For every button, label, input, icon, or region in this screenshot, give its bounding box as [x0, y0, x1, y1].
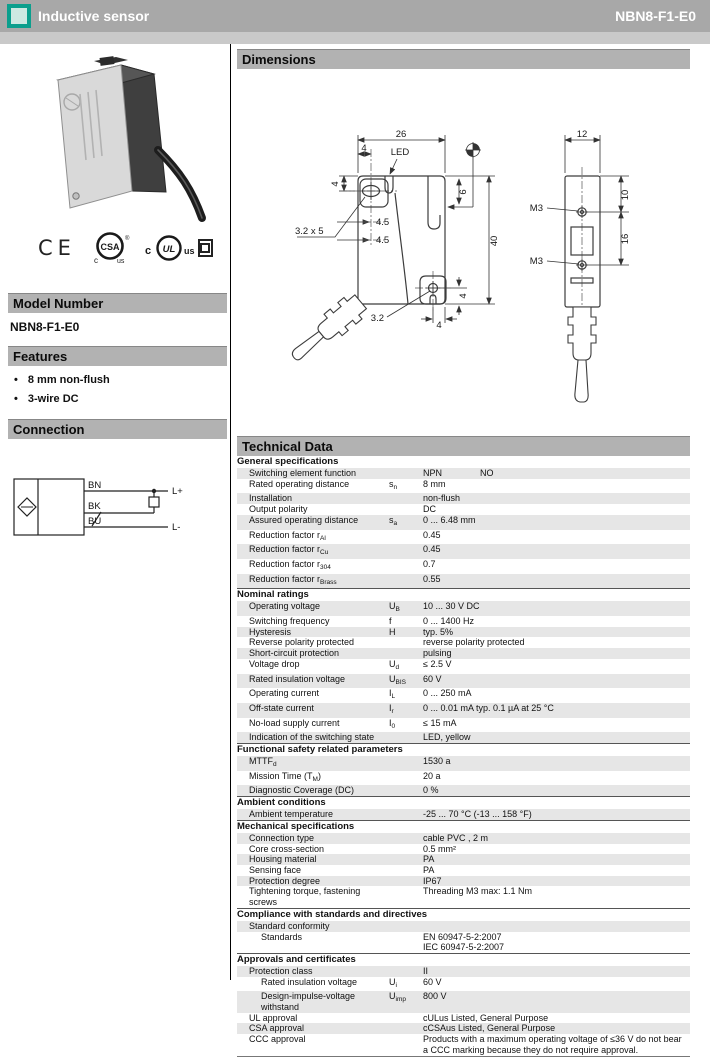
table-row: [237, 616, 690, 627]
row-value: EN 60947-5-2:2007 IEC 60947-5-2:2007: [423, 931, 505, 953]
table-section-header: Mechanical specifications: [237, 820, 690, 833]
load-symbol: [149, 497, 159, 507]
row-value: reverse polarity protected: [423, 637, 525, 648]
table-row: [237, 479, 690, 494]
table-row: [237, 530, 690, 545]
svg-text:c: c: [93, 256, 98, 265]
row-value: Threading M3 max: 1.1 Nm: [423, 886, 533, 897]
row-label: Operating current: [249, 688, 320, 699]
cul-us-mark-icon: [144, 233, 198, 263]
svg-text:c: c: [144, 245, 151, 257]
row-label: Sensing face: [249, 864, 302, 875]
csa-mark-icon: [89, 231, 131, 265]
dimensions-heading: Dimensions: [237, 49, 690, 69]
dimension-drawing: [237, 127, 690, 427]
table-row: [237, 627, 690, 638]
svg-text:CSA: CSA: [100, 242, 120, 252]
row-label: Rated insulation voltage: [261, 976, 358, 987]
row-value: 20 a: [423, 770, 441, 781]
dimension-label: M3: [529, 256, 543, 267]
row-symbol: [389, 921, 423, 932]
row-label: Reverse polarity protected: [249, 637, 355, 648]
dimension-label: 4: [436, 320, 442, 331]
table-row: [237, 865, 690, 876]
feature-item: • 3-wire DC: [14, 393, 227, 405]
dimension-label: M3: [529, 203, 543, 214]
table-row: [237, 601, 690, 616]
table-row: [237, 854, 690, 865]
row-value: Products with a maximum operating voltage of ≤36 V do not bear a CCC marking because they do not require approval.: [423, 1034, 682, 1055]
row-value: 0 %: [423, 785, 439, 796]
row-symbol: [389, 966, 423, 977]
row-label: Reduction factor $r_{Al}$: [249, 529, 326, 542]
table-row: [237, 468, 690, 479]
row-symbol: H: [389, 626, 396, 637]
row-symbol: [389, 785, 423, 796]
table-row: [237, 493, 690, 504]
row-label: Ambient temperature: [249, 809, 334, 820]
row-symbol: [389, 504, 423, 515]
row-label: Design-impulse-voltage withstand: [261, 991, 356, 1013]
row-symbol: $U_B$: [389, 601, 400, 614]
row-symbol: [389, 468, 423, 479]
table-row: [237, 809, 690, 820]
table-row: [237, 785, 690, 796]
table-row: [237, 637, 690, 648]
header-model-number: NBN8-F1-E0: [615, 8, 696, 24]
row-symbol: [389, 1034, 423, 1055]
table-section-header: Compliance with standards and directives: [237, 908, 690, 921]
row-value: IP67: [423, 875, 442, 886]
row-symbol: [389, 809, 423, 820]
connection-heading: Connection: [8, 419, 227, 439]
row-value: non-flush: [423, 493, 461, 504]
svg-text:us: us: [183, 246, 195, 256]
row-label: Core cross-section: [249, 843, 325, 854]
row-symbol: $U_{imp}$: [389, 991, 406, 1004]
row-label: No-load supply current: [249, 717, 340, 728]
row-value: cCSAus Listed, General Purpose: [423, 1023, 556, 1034]
row-value: 60 V: [423, 673, 442, 684]
row-symbol: [389, 637, 423, 648]
table-section-header: Nominal ratings: [237, 588, 690, 601]
row-label: Rated operating distance: [249, 478, 350, 489]
page-title: Inductive sensor: [38, 8, 150, 24]
row-label: Standards: [261, 931, 303, 942]
row-symbol: [389, 544, 423, 559]
row-symbol: [389, 574, 423, 589]
row-value: 0.7: [423, 558, 436, 569]
row-symbol: $s_n$: [389, 478, 398, 491]
row-symbol: [389, 876, 423, 887]
table-row: [237, 718, 690, 733]
dimension-label: 3.2: [370, 313, 384, 324]
dimension-label: 26: [395, 129, 407, 140]
row-symbol: [389, 833, 423, 844]
row-label: Reduction factor $r_{304}$: [249, 558, 331, 571]
row-symbol: [389, 932, 423, 953]
row-label: Connection type: [249, 832, 315, 843]
table-row: [237, 771, 690, 786]
product-photo: [8, 50, 227, 226]
row-label: Switching frequency: [249, 616, 330, 627]
model-number-value: NBN8-F1-E0: [10, 320, 80, 334]
row-value: II: [423, 965, 429, 976]
row-value: 0 ... 6.48 mm: [423, 514, 476, 525]
row-value: cable PVC , 2 m: [423, 832, 489, 843]
table-section-header: Ambient conditions: [237, 796, 690, 809]
right-column: [237, 49, 690, 1057]
row-value: 0.45: [423, 544, 441, 555]
connection-diagram: [8, 457, 218, 557]
table-row: [237, 844, 690, 855]
table-row: [237, 559, 690, 574]
dimension-label: 4: [330, 181, 341, 187]
row-label: Installation: [249, 493, 293, 504]
feature-item: • 8 mm non-flush: [14, 374, 227, 386]
row-label: Hysteresis: [249, 626, 292, 637]
dimension-label: 16: [620, 233, 631, 245]
row-symbol: $s_a$: [389, 514, 398, 527]
dimension-label: 4.5: [376, 235, 390, 246]
terminal-label-lplus: L+: [172, 486, 183, 497]
row-value: 10 ... 30 V DC: [423, 601, 480, 612]
row-value: typ. 5%: [423, 626, 454, 637]
brand-square-icon: [7, 4, 31, 28]
row-symbol: [389, 530, 423, 545]
row-value: pulsing: [423, 648, 452, 659]
row-label: CSA approval: [249, 1023, 305, 1034]
row-label: Housing material: [249, 854, 317, 865]
row-value: PA: [423, 864, 435, 875]
dimension-label: 4: [361, 143, 367, 154]
row-symbol: $U_i$: [389, 976, 397, 989]
left-column: [8, 50, 227, 562]
table-section-header: Approvals and certificates: [237, 953, 690, 966]
row-symbol: [389, 559, 423, 574]
row-label: Output polarity: [249, 504, 308, 515]
row-label: CCC approval: [249, 1034, 306, 1045]
svg-text:®: ®: [124, 236, 130, 242]
row-symbol: [389, 648, 423, 659]
protection-class-ii-icon: [198, 239, 213, 257]
row-label: UL approval: [249, 1012, 298, 1023]
row-value: 8 mm: [423, 478, 446, 489]
ce-mark-icon: CE: [38, 236, 76, 260]
row-label: Off-state current: [249, 702, 314, 713]
row-value: 1530 a: [423, 756, 451, 767]
table-row: [237, 921, 690, 932]
row-value: 0.45: [423, 529, 441, 540]
column-divider: [230, 44, 231, 980]
row-symbol: f: [389, 616, 392, 627]
row-symbol: [389, 1013, 423, 1024]
header-shadow-band: [0, 32, 710, 44]
dimension-label: 40: [489, 235, 500, 247]
table-row: [237, 756, 690, 771]
terminal-label-lminus: L-: [172, 522, 181, 533]
row-value: 60 V: [423, 976, 442, 987]
table-row: [237, 544, 690, 559]
row-value: NPN NO: [423, 468, 494, 478]
dimension-label: 6: [458, 189, 469, 195]
technical-data-table: [237, 456, 690, 1057]
table-row: [237, 833, 690, 844]
row-label: Indication of the switching state: [249, 732, 375, 743]
row-symbol: [389, 756, 423, 771]
dimension-label: 4: [458, 293, 469, 299]
table-row: [237, 504, 690, 515]
table-row: [237, 966, 690, 977]
row-value: ≤ 15 mA: [423, 717, 457, 728]
dimension-label: 4.5: [376, 217, 390, 228]
row-symbol: $I_r$: [389, 702, 394, 715]
dimension-label: LED: [390, 147, 410, 158]
row-symbol: [389, 844, 423, 855]
row-symbol: [389, 732, 423, 743]
row-value: 0 ... 1400 Hz: [423, 616, 475, 627]
table-row: [237, 932, 690, 953]
dimension-label: 12: [576, 129, 588, 140]
table-row: [237, 688, 690, 703]
row-label: Diagnostic Coverage (DC): [249, 785, 355, 796]
row-value: 0 ... 250 mA: [423, 688, 472, 699]
row-value: ≤ 2.5 V: [423, 658, 452, 669]
row-label: Mission Time $(T_M)$: [249, 770, 321, 783]
svg-text:UL: UL: [162, 244, 176, 255]
row-value: PA: [423, 854, 435, 865]
row-value: 0.5 mm²: [423, 843, 457, 854]
table-row: [237, 574, 690, 589]
dimension-label: 3.2 x 5: [295, 226, 324, 237]
table-row: [237, 703, 690, 718]
svg-text:us: us: [116, 258, 125, 265]
wire-label-bu: BU: [88, 516, 102, 527]
row-label: Protection class: [249, 965, 313, 976]
row-label: Reduction factor $r_{Cu}$: [249, 544, 329, 557]
row-symbol: $U_d$: [389, 658, 400, 671]
features-heading: Features: [8, 346, 227, 366]
table-row: [237, 1034, 690, 1055]
row-label: Short-circuit protection: [249, 648, 340, 659]
wire-label-bk: BK: [88, 501, 101, 512]
row-value: cULus Listed, General Purpose: [423, 1012, 549, 1023]
table-row: [237, 659, 690, 674]
row-value: -25 ... 70 °C (-13 ... 158 °F): [423, 809, 532, 820]
row-value: LED, yellow: [423, 732, 471, 743]
row-symbol: $U_{BIS}$: [389, 673, 406, 686]
row-label: Assured operating distance: [249, 514, 359, 525]
row-value: [423, 921, 690, 932]
row-symbol: $I_L$: [389, 688, 396, 701]
table-row: [237, 1013, 690, 1024]
row-label: Reduction factor $r_{Brass}$: [249, 573, 337, 586]
row-value: 0 ... 0.01 mA typ. 0.1 µA at 25 °C: [423, 702, 554, 713]
row-symbol: [389, 886, 423, 907]
table-section-header: General specifications: [237, 456, 339, 467]
row-label: Rated insulation voltage: [249, 673, 346, 684]
table-row: [237, 977, 690, 992]
row-label: Standard conformity: [249, 920, 330, 931]
row-label: Tightening torque, fastening screws: [249, 886, 361, 908]
table-row: [237, 732, 690, 743]
row-symbol: [389, 854, 423, 865]
row-symbol: [389, 493, 423, 504]
table-row: [237, 876, 690, 887]
row-label: Protection degree: [249, 875, 321, 886]
row-value: DC: [423, 504, 436, 515]
row-value: 800 V: [423, 991, 447, 1002]
table-row: [237, 674, 690, 689]
table-row: [237, 1023, 690, 1034]
dimension-label: 10: [620, 189, 631, 201]
certification-marks: [8, 231, 227, 265]
table-row: [237, 886, 690, 907]
feature-list: [8, 374, 227, 405]
row-symbol: [389, 771, 423, 786]
row-label: Switching element function: [249, 468, 357, 478]
wire-label-bn: BN: [88, 480, 102, 491]
row-label: Operating voltage: [249, 601, 321, 612]
row-symbol: [389, 865, 423, 876]
table-section-header: Functional safety related parameters: [237, 743, 690, 756]
table-row: [237, 991, 690, 1012]
row-label: Voltage drop: [249, 658, 300, 669]
table-row: [237, 648, 690, 659]
row-symbol: $I_0$: [389, 717, 396, 730]
technical-data-heading: Technical Data: [237, 436, 690, 456]
row-value: 0.55: [423, 573, 441, 584]
table-row: [237, 515, 690, 530]
model-number-heading: Model Number: [8, 293, 227, 313]
row-symbol: [389, 1023, 423, 1034]
row-label: $MTTF_d$: [249, 756, 277, 769]
page-header: [0, 0, 710, 32]
